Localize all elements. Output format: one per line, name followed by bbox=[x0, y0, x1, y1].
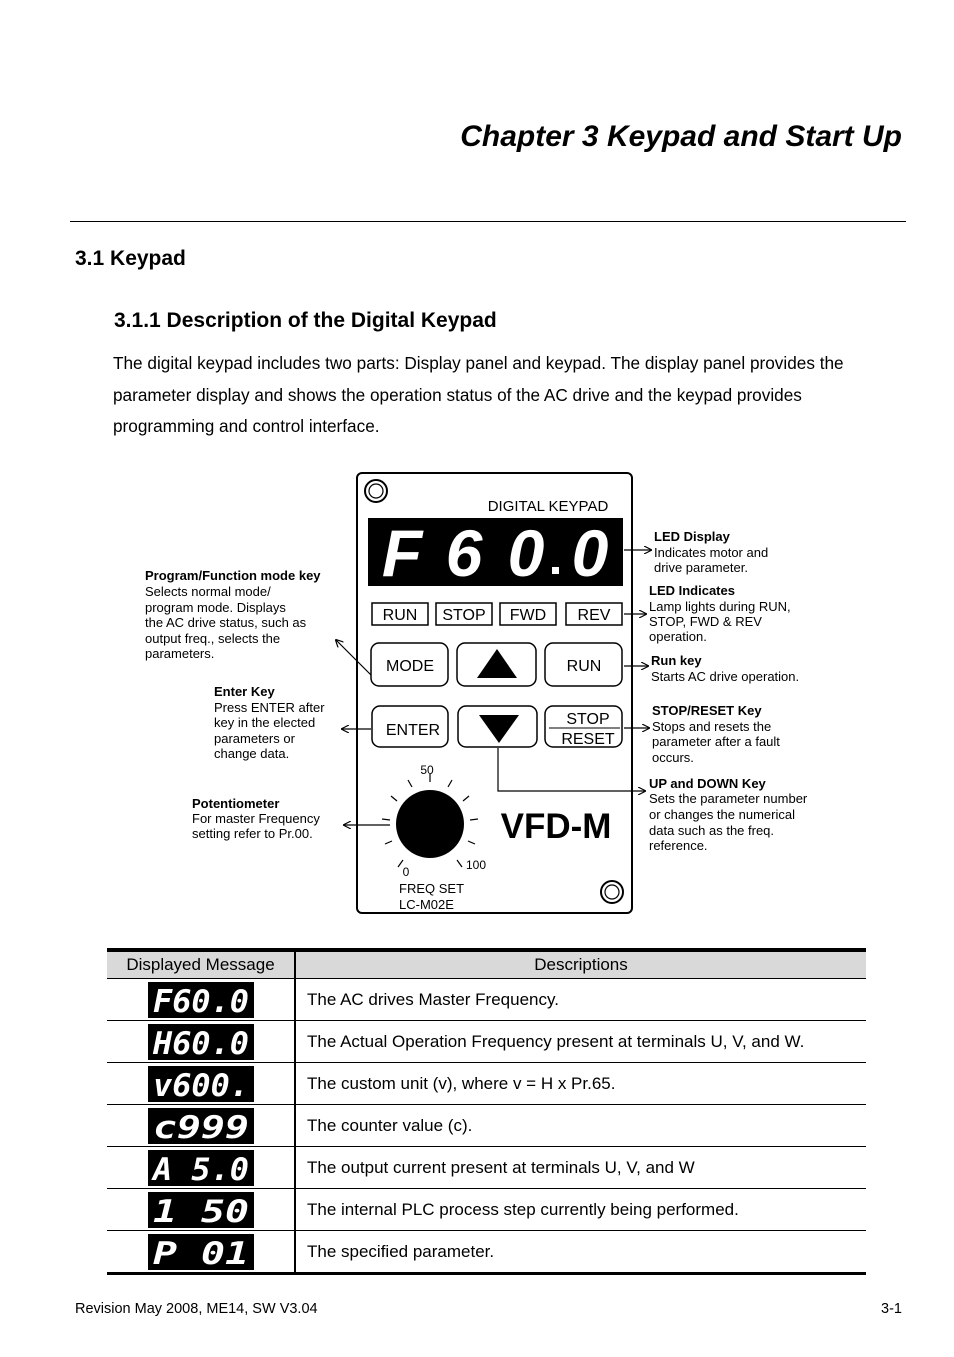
svg-text:output freq., selects the: output freq., selects the bbox=[145, 631, 281, 646]
callout-program-key bbox=[145, 568, 321, 661]
column-header-descriptions: Descriptions bbox=[295, 950, 866, 979]
svg-text:operation.: operation. bbox=[649, 629, 707, 644]
led-digit: 0 bbox=[507, 516, 545, 590]
svg-text:parameter after a fault: parameter after a fault bbox=[652, 734, 780, 749]
indicator-stop-label: STOP bbox=[442, 607, 486, 624]
table-row bbox=[107, 1063, 866, 1105]
svg-text:Lamp lights during RUN,: Lamp lights during RUN, bbox=[649, 599, 791, 614]
svg-text:Selects normal mode/: Selects normal mode/ bbox=[145, 584, 271, 599]
lcd-display-icon bbox=[148, 1024, 254, 1060]
dial-max-label: 100 bbox=[465, 858, 487, 872]
svg-text:UP and DOWN Key: UP and DOWN Key bbox=[649, 776, 766, 791]
svg-text:data such as the freq.: data such as the freq. bbox=[649, 823, 775, 838]
footer-revision: Revision May 2008, ME14, SW V3.04 bbox=[75, 1301, 318, 1317]
led-digit: 0 bbox=[571, 516, 609, 590]
lcd-display-icon bbox=[148, 1150, 254, 1186]
svg-text:reference.: reference. bbox=[649, 838, 708, 853]
svg-text:key in the elected: key in the elected bbox=[214, 715, 316, 730]
svg-text:occurs.: occurs. bbox=[652, 750, 694, 765]
table-row bbox=[107, 1231, 866, 1274]
callout-enter-key bbox=[214, 684, 325, 761]
indicator-rev-label: REV bbox=[577, 607, 611, 624]
table-cell-description: The custom unit (v), where v = H x Pr.65. bbox=[295, 1063, 866, 1105]
table-row bbox=[107, 1147, 866, 1189]
svg-text:Press ENTER after: Press ENTER after bbox=[214, 700, 325, 715]
run-key-label: RUN bbox=[566, 658, 602, 675]
svg-text:or changes the numerical: or changes the numerical bbox=[649, 807, 795, 822]
svg-text:STOP, FWD & REV: STOP, FWD & REV bbox=[649, 614, 762, 629]
svg-text:Run key: Run key bbox=[651, 653, 702, 668]
table-cell-description: The Actual Operation Frequency present at terminals U, V, and W. bbox=[295, 1021, 866, 1063]
subsection-heading: 3.1.1 Description of the Digital Keypad bbox=[114, 309, 497, 332]
lcd-display-icon bbox=[148, 982, 254, 1018]
table-cell-description: The AC drives Master Frequency. bbox=[295, 979, 866, 1021]
svg-text:H60.0: H60.0 bbox=[151, 1025, 249, 1060]
intro-line: parameter display and shows the operation status of the AC drive and the keypad provides bbox=[113, 384, 802, 405]
run-key[interactable] bbox=[545, 643, 622, 686]
svg-text:A 5.0: A 5.0 bbox=[150, 1151, 249, 1186]
model-label: LC-M02E bbox=[399, 897, 454, 912]
indicator-run-label: RUN bbox=[382, 607, 418, 624]
lcd-display-icon bbox=[148, 1192, 254, 1228]
down-key[interactable] bbox=[458, 706, 537, 747]
intro-paragraph bbox=[113, 348, 913, 443]
dial-min-label: 0 bbox=[402, 865, 410, 879]
svg-text:Starts AC drive operation.: Starts AC drive operation. bbox=[651, 669, 800, 684]
table-cell-description: The output current present at terminals U, V, and W bbox=[295, 1147, 866, 1189]
knob-icon bbox=[396, 790, 464, 858]
led-digit: F bbox=[381, 516, 423, 590]
callout-led-display bbox=[654, 529, 768, 575]
svg-text:Enter Key: Enter Key bbox=[214, 684, 275, 699]
callout-run-key bbox=[651, 653, 799, 684]
callout-up-down-key bbox=[649, 776, 808, 853]
svg-text:v600.: v600. bbox=[152, 1067, 249, 1102]
stop-reset-key[interactable] bbox=[545, 706, 622, 748]
callout-potentiometer bbox=[192, 796, 320, 841]
lcd-display-icon bbox=[148, 1108, 254, 1144]
stop-key-label: STOP bbox=[566, 711, 610, 728]
svg-text:parameters or: parameters or bbox=[214, 731, 295, 746]
table-cell-description: The internal PLC process step currently being performed. bbox=[295, 1189, 866, 1231]
intro-line: programming and control interface. bbox=[113, 416, 380, 436]
svg-text:F60.0: F60.0 bbox=[152, 983, 249, 1018]
mode-key[interactable] bbox=[371, 643, 448, 686]
indicator-fwd-label: FWD bbox=[509, 607, 547, 624]
displayed-message-table bbox=[107, 948, 866, 1275]
enter-key-label: ENTER bbox=[385, 722, 441, 739]
chapter-title: Chapter 3 Keypad and Start Up bbox=[460, 120, 902, 153]
reset-key-label: RESET bbox=[561, 731, 615, 748]
dial-mid-label: 50 bbox=[420, 763, 434, 777]
keypad-diagram-svg bbox=[0, 460, 954, 930]
table-cell-description: The specified parameter. bbox=[295, 1231, 866, 1274]
table-row bbox=[107, 1021, 866, 1063]
svg-text:Program/Function mode key: Program/Function mode key bbox=[145, 568, 321, 583]
led-digit: 6 bbox=[445, 516, 483, 590]
svg-text:STOP/RESET Key: STOP/RESET Key bbox=[652, 703, 762, 718]
led-decimal-point bbox=[552, 567, 559, 574]
callout-stop-reset-key bbox=[652, 703, 780, 765]
mode-key-label: MODE bbox=[386, 658, 434, 675]
lcd-display-icon bbox=[148, 1234, 254, 1270]
svg-text:setting refer to Pr.00.: setting refer to Pr.00. bbox=[192, 826, 313, 841]
svg-text:Stops and resets the: Stops and resets the bbox=[652, 719, 772, 734]
enter-key[interactable] bbox=[372, 706, 448, 747]
lcd-display-icon bbox=[148, 1066, 254, 1102]
intro-line: The digital keypad includes two parts: Display panel and keypad. The display panel provides the bbox=[113, 353, 844, 373]
keypad-header: DIGITAL KEYPAD bbox=[487, 498, 609, 515]
section-heading: 3.1 Keypad bbox=[75, 247, 186, 270]
freq-set-label: FREQ SET bbox=[399, 881, 465, 896]
svg-text:LED Display: LED Display bbox=[654, 529, 730, 544]
svg-text:parameters.: parameters. bbox=[145, 646, 215, 661]
table-row bbox=[107, 1189, 866, 1231]
svg-text:drive parameter.: drive parameter. bbox=[654, 560, 748, 575]
svg-text:Potentiometer: Potentiometer bbox=[192, 796, 280, 811]
svg-text:For master Frequency: For master Frequency bbox=[192, 811, 320, 826]
svg-text:1 50: 1 50 bbox=[152, 1193, 249, 1228]
svg-text:Sets the parameter number: Sets the parameter number bbox=[649, 791, 808, 806]
table-row bbox=[107, 1105, 866, 1147]
brand-label: VFD-M bbox=[500, 807, 612, 846]
keypad-diagram bbox=[0, 460, 954, 935]
svg-text:c999: c999 bbox=[152, 1109, 249, 1144]
column-header-displayed-message: Displayed Message bbox=[107, 950, 295, 979]
callout-led-indicates bbox=[649, 583, 791, 644]
svg-text:LED Indicates: LED Indicates bbox=[649, 583, 735, 598]
svg-text:the AC drive status, such as: the AC drive status, such as bbox=[145, 615, 307, 630]
svg-text:change data.: change data. bbox=[214, 746, 290, 761]
svg-text:Indicates motor and: Indicates motor and bbox=[654, 545, 769, 560]
svg-text:program mode. Displays: program mode. Displays bbox=[145, 600, 286, 615]
footer-page-number: 3-1 bbox=[881, 1301, 902, 1317]
title-rule bbox=[70, 221, 906, 222]
up-key[interactable] bbox=[457, 643, 536, 686]
table-cell-description: The counter value (c). bbox=[295, 1105, 866, 1147]
svg-text:P 01: P 01 bbox=[152, 1235, 249, 1270]
table-row bbox=[107, 979, 866, 1021]
